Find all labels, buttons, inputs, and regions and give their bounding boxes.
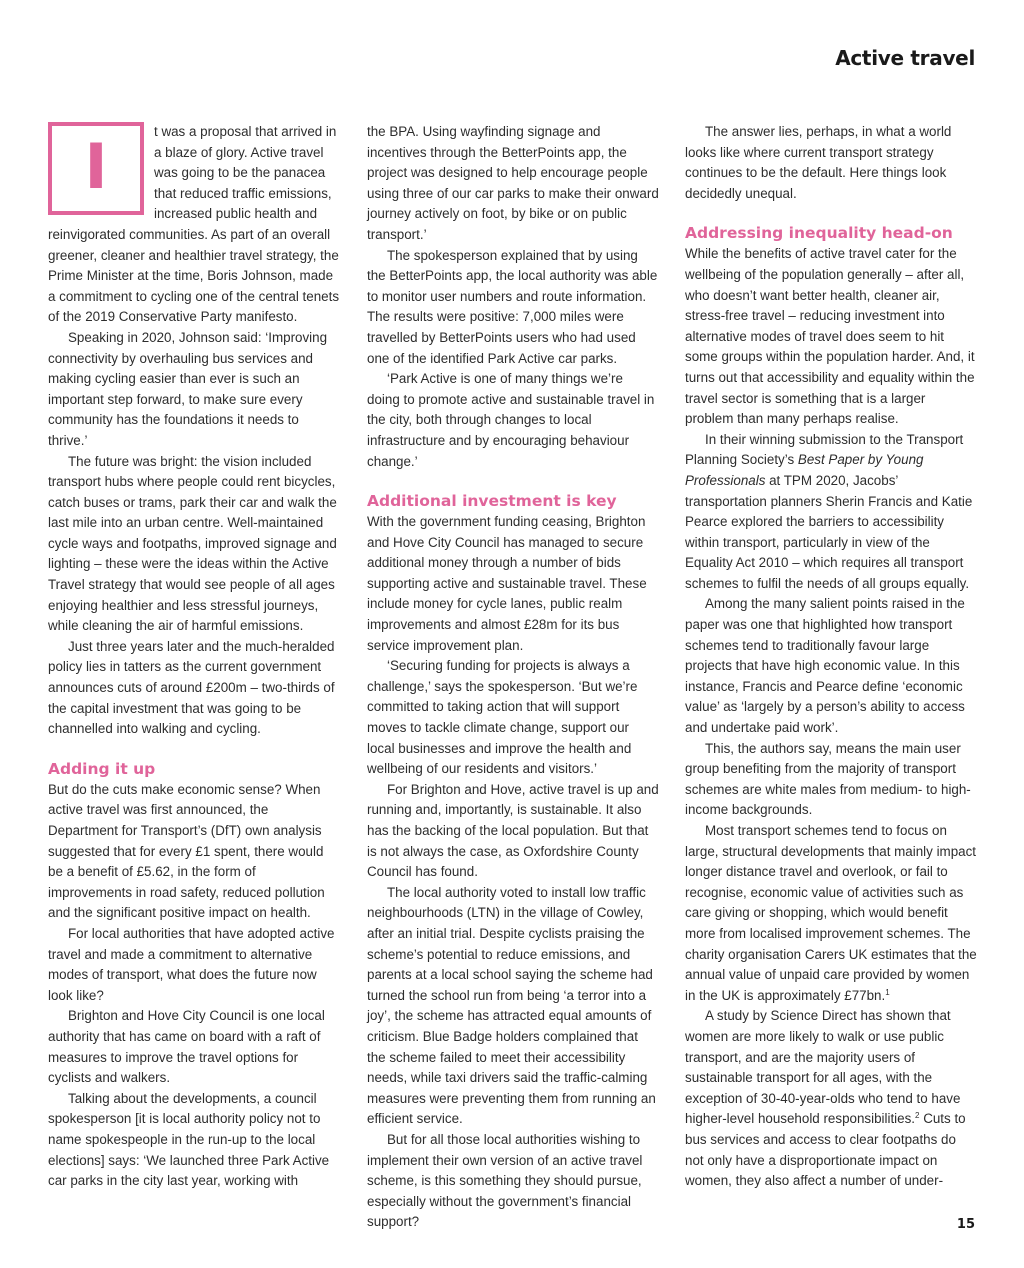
paper-title: Best Paper by Young Professionals — [685, 452, 924, 488]
subheading-additional-investment: Additional investment is key — [367, 492, 617, 511]
paragraph: Among the many salient points raised in the paper was one that highlighted how transport schemes tend to traditionally favour large projects that have high economic value. In this instance, Francis and Pearce define ‘economic value’ as ‘largely by a person’s ability to access and undertake paid work’. — [685, 596, 965, 736]
paragraph: Most transport schemes tend to focus on large, structural developments that mainly impact longer distance travel and overlook, or fail to recognise, economic value of activities such as care giving or shopping, which would benefit more from localised improvement schemes. The charity organisation Carers UK estimates that the annual value of unpaid care provided by women in the UK is approximately £77bn.$^1$ — [685, 823, 977, 1003]
footnote-ref: 1 — [885, 987, 890, 997]
article-column-1 — [48, 122, 340, 1192]
paragraph: In their winning submission to the Transport Planning Society’s Best Paper by Young Professionals at TPM 2020, Jacobs’ transportation planners Sherin Francis and Katie Pearce explored the barriers to accessibility within transport, particularly in view of the Equality Act 2010 – which requires all transport schemes to fulfil the needs of all groups equally. — [685, 431, 973, 591]
dropcap-letter: I — [84, 130, 108, 203]
section-title: Active travel — [835, 46, 975, 70]
paragraph: With the government funding ceasing, Brighton and Hove City Council has managed to secure additional money through a number of bids supporting active and sustainable travel. These include money for cycle lanes, public realm improvements and almost £28m for its bus service improvement plan. — [367, 514, 647, 653]
article-column-2 — [367, 122, 659, 1233]
paragraph: Talking about the developments, a council spokesperson [it is local authority policy not to name spokespeople in the run-up to the local elections] says: ‘We launched three Park Active car parks in the city last year, working with — [48, 1090, 330, 1189]
paragraph: While the benefits of active travel cater for the wellbeing of the population generally – after all, who doesn’t want better health, cleaner air, stress-free travel – reducing investment into alternative modes of travel does seem to hit some groups within the population harder. And, it turns out that accessibility and equality within the travel sector is something that is a larger problem than many perhaps realise. — [685, 246, 975, 427]
paragraph: The answer lies, perhaps, in what a world looks like where current transport strategy continues to be the default. Here things look decidedly unequal. — [685, 124, 952, 201]
paragraph: I t was a proposal that arrived in a blaze of glory. Active travel was going to be the panacea that reduced traffic emissions, increased public health and reinvigorated communities. As part of an overall greener, cleaner and healthier travel strategy, the Prime Minister at the time, Boris Johnson, made a commitment to cycling one of the central tenets of the 2019 Conservative Party manifesto. — [48, 124, 340, 325]
paragraph: The future was bright: the vision included transport hubs where people could rent bicycles, catch buses or trams, park their car and walk the last mile into an urban centre. Well-maintained cycle ways and footpaths, improved signage and lighting – these were the ideas within the Active Travel strategy that would see people of all ages enjoying healthier and less stressful journeys, while cleaning the air of harmful emissions. — [48, 453, 337, 634]
page-number: 15 — [956, 1217, 975, 1232]
paragraph: Speaking in 2020, Johnson said: ‘Improving connectivity by overhauling bus services and making cycling easier than ever is such an important step forward, to make sure every community has the foundations it needs to thrive.’ — [48, 329, 328, 448]
paragraph: Brighton and Hove City Council is one local authority that has came on board with a raft of measures to improve the travel options for cyclists and walkers. — [48, 1008, 325, 1086]
dropcap-box — [48, 122, 144, 215]
paragraph: Just three years later and the much-heralded policy lies in tatters as the current government announces cuts of around £200m – two-thirds of the capital investment that was going to be channelled into walking and cycling. — [48, 638, 335, 737]
paragraph: ‘Securing funding for projects is always a challenge,’ says the spokesperson. ‘But we’re committed to taking action that will support moves to tackle climate change, support our local businesses and improve the health and wellbeing of our residents and visitors.’ — [367, 658, 638, 777]
subheading-addressing-inequality: Addressing inequality head-on — [685, 224, 953, 243]
paragraph: the BPA. Using wayfinding signage and incentives through the BetterPoints app, the project was designed to help encourage people using three of our car parks to make their onward journey actively on foot, by bike or on public transport.’ — [367, 124, 659, 242]
paragraph: For local authorities that have adopted active travel and made a commitment to alternative modes of transport, what does the future now look like? — [48, 925, 335, 1003]
paragraph: The spokesperson explained that by using the BetterPoints app, the local authority was able to monitor user numbers and route information. The results were positive: 7,000 miles were travelled by BetterPoints users who had used one of the identified Park Active car parks. — [367, 247, 658, 366]
paragraph: But for all those local authorities wishing to implement their own version of an active travel scheme, is this something they should pursue, especially without the government’s financial support? — [367, 1131, 643, 1230]
paragraph: ‘Park Active is one of many things we’re doing to promote active and sustainable travel in the city, both through changes to local infrastructure and by encouraging behaviour change.’ — [367, 371, 655, 469]
footnote-ref: 2 — [915, 1111, 920, 1121]
article-column-3 — [685, 122, 977, 1192]
paragraph: For Brighton and Hove, active travel is up and running and, importantly, is sustainable. It also has the backing of the local population. But that is not always the case, as Oxfordshire County Council has found. — [367, 781, 659, 880]
subheading-adding-it-up: Adding it up — [48, 759, 156, 778]
paragraph: The local authority voted to install low traffic neighbourhoods (LTN) in the village of Cowley, after an initial trial. Despite cyclists praising the scheme’s potential to reduce emissions, and parents at a local school saying the scheme had turned the school run from being ‘a terror into a joy’, the scheme has attracted equal amounts of criticism. Blue Badge holders complained that the scheme failed to meet their accessibility needs, while taxi drivers said the traffic-calming measures were preventing them from running an efficient service. — [367, 884, 656, 1127]
paragraph: A study by Science Direct has shown that women are more likely to walk or use public transport, and are the majority users of sustainable transport for all ages, with the exception of 30-40-year-olds who tend to have higher-level household responsibilities.$^2$ Cuts to bus services and access to clear footpaths do not only have a disproportionate impact on women, they also affect a number of under- — [685, 1008, 966, 1189]
paragraph: But do the cuts make economic sense? When active travel was first announced, the Department for Transport’s (DfT) own analysis suggested that for every £1 spent, there would be a benefit of £5.62, in the form of improvements in road safety, reduced pollution and the significant positive impact on health. — [48, 781, 325, 921]
paragraph: This, the authors say, means the main user group benefiting from the majority of transport schemes are white males from medium- to high-income backgrounds. — [685, 740, 971, 818]
